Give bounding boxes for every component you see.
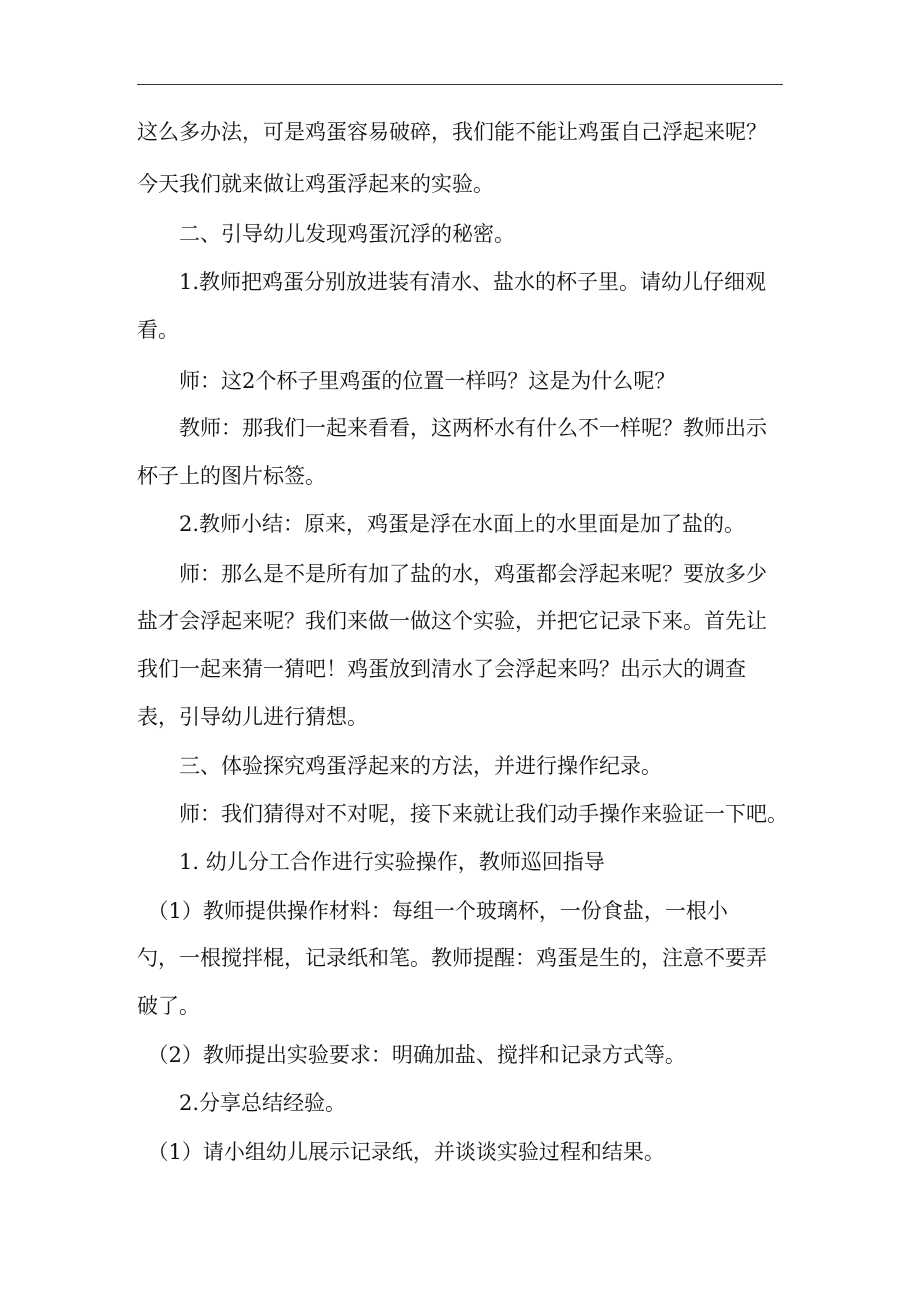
section-heading: 三、体验探究鸡蛋浮起来的方法，并进行操作纪录。 [137,754,662,778]
text-line: （1）教师提供操作材料：每组一个玻璃杯，一份食盐，一根小 [137,899,728,923]
text-line: 师：那么是不是所有加了盐的水，鸡蛋都会浮起来呢？要放多少 [137,562,767,586]
text-line: 盐才会浮起来呢？我们来做一做这个实验，并把它记录下来。首先让 [137,609,767,633]
text-line: 表，引导幼儿进行猜想。 [137,705,368,729]
text-line: 师：这2个杯子里鸡蛋的位置一样吗？这是为什么呢？ [137,369,676,393]
text-line: 2.教师小结：原来，鸡蛋是浮在水面上的水里面是加了盐的。 [137,512,746,536]
text-line: 1. 幼儿分工合作进行实验操作，教师巡回指导 [137,850,605,874]
text-line: 看。 [137,318,179,342]
text-line: 2.分享总结经验。 [137,1091,347,1115]
text-line: 破了。 [137,994,200,1018]
text-line: 1.教师把鸡蛋分别放进装有清水、盐水的杯子里。请幼儿仔细观 [137,270,767,294]
text-line: 我们一起来猜一猜吧！鸡蛋放到清水了会浮起来吗？出示大的调查 [137,657,746,681]
text-line: （2）教师提出实验要求：明确加盐、搅拌和记录方式等。 [137,1043,686,1067]
text-line: 勺，一根搅拌棍，记录纸和笔。教师提醒：鸡蛋是生的，注意不要弄 [137,946,767,970]
text-line: （1）请小组幼儿展示记录纸，并谈谈实验过程和结果。 [137,1140,665,1164]
text-line: 教师：那我们一起来看看，这两杯水有什么不一样呢？教师出示 [137,416,767,440]
text-line: 今天我们就来做让鸡蛋浮起来的实验。 [137,172,494,196]
text-line: 杯子上的图片标签。 [137,464,326,488]
text-line: 这么多办法，可是鸡蛋容易破碎，我们能不能让鸡蛋自己浮起来呢？ [137,120,767,144]
section-heading: 二、引导幼儿发现鸡蛋沉浮的秘密。 [137,222,515,246]
text-line: 师：我们猜得对不对呢，接下来就让我们动手操作来验证一下吧。 [137,802,788,826]
header-rule [137,84,783,85]
